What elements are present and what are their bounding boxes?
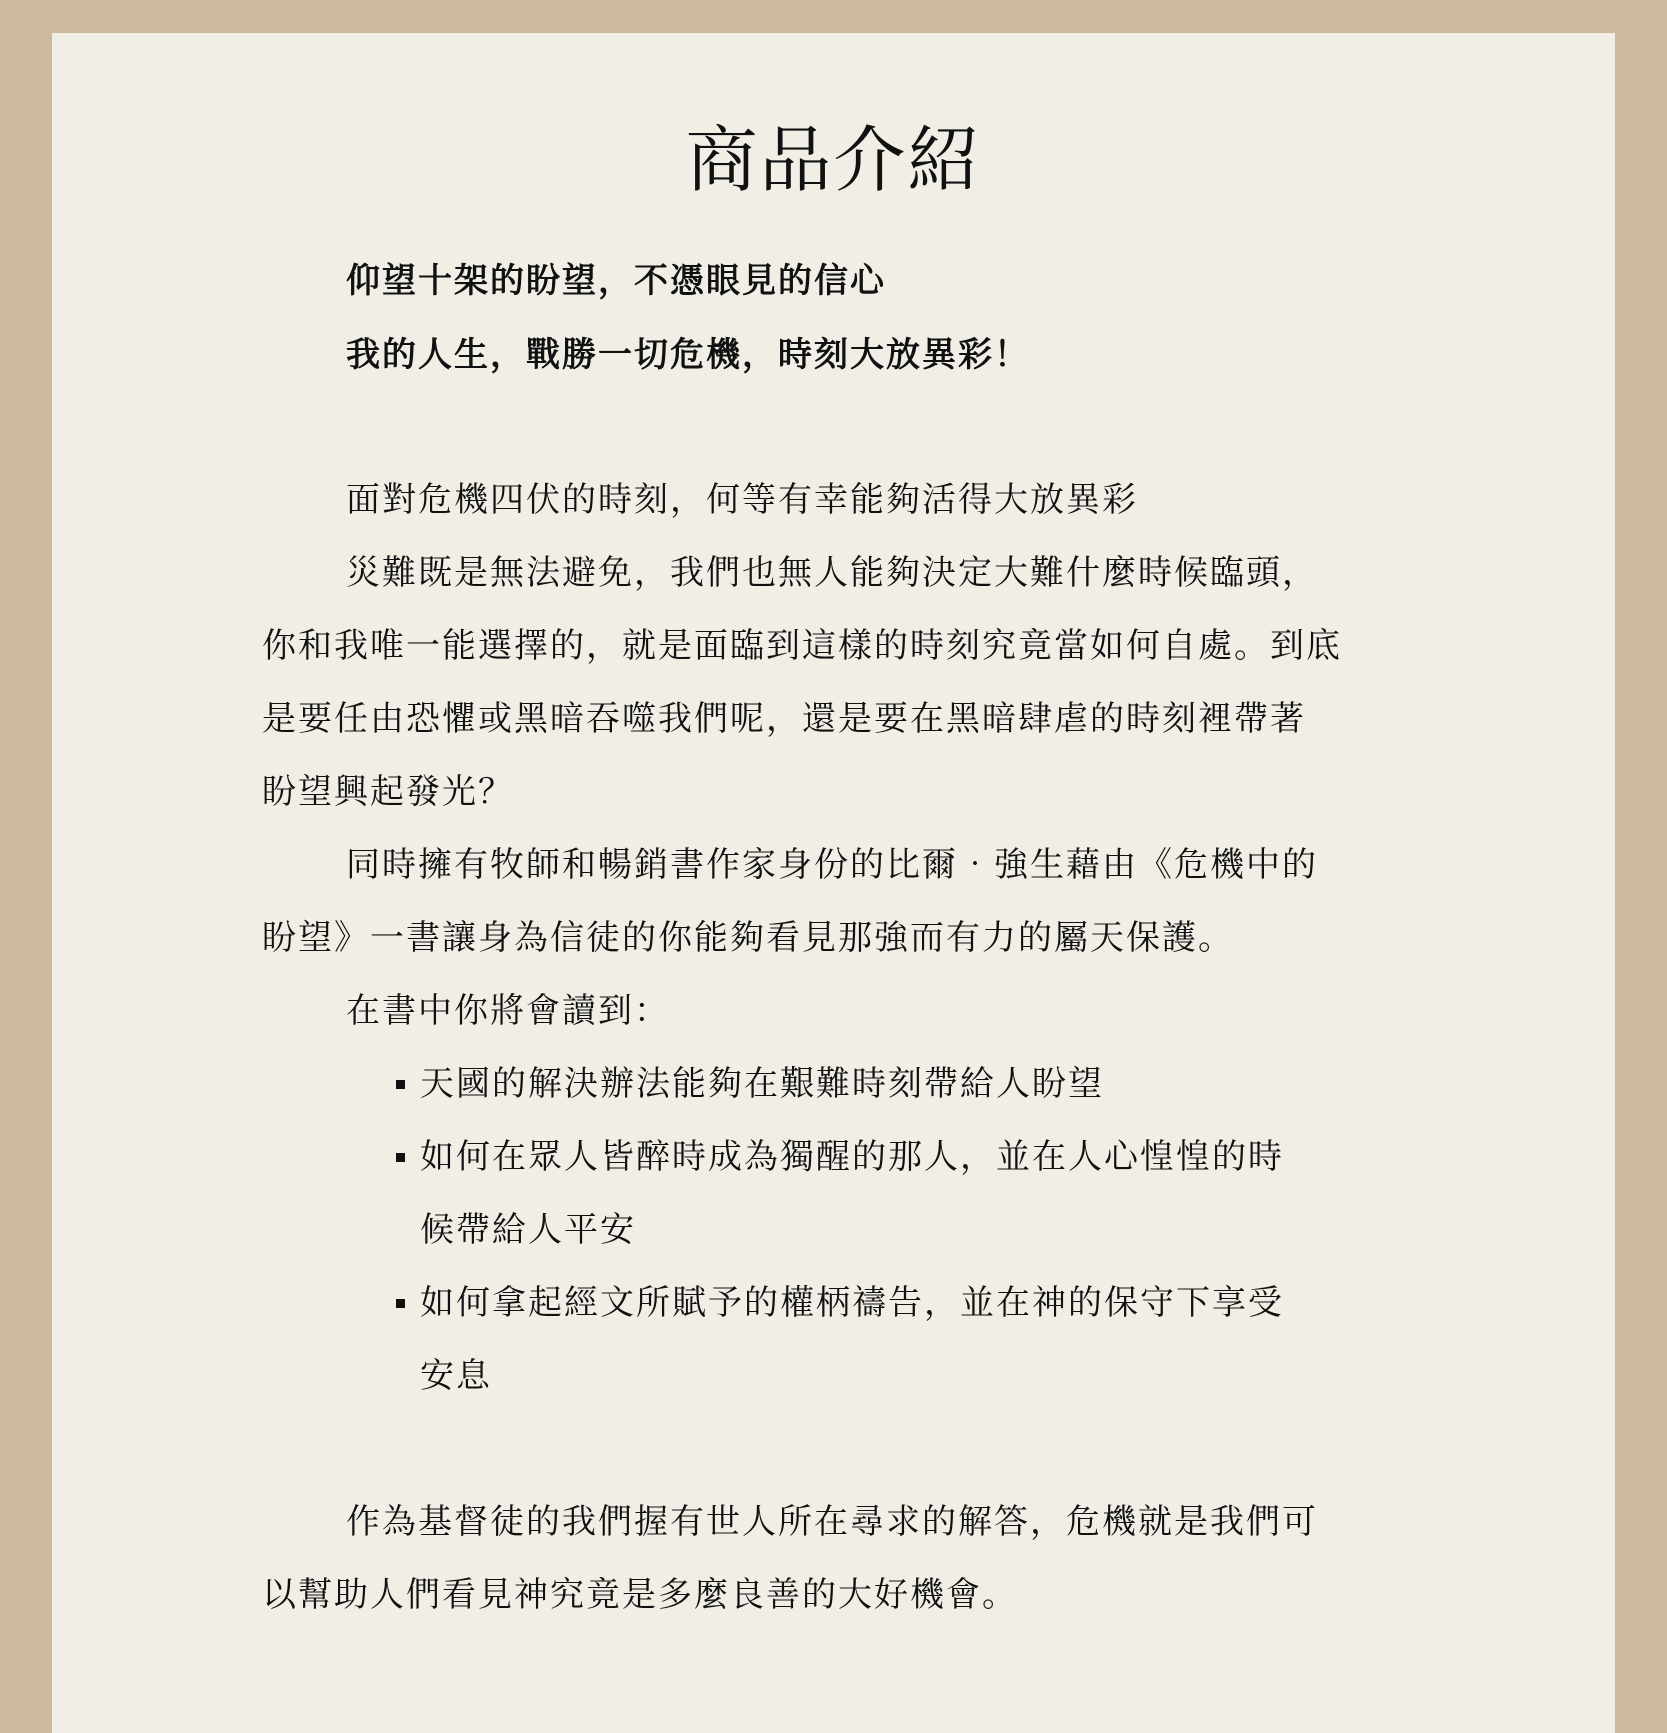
- bullet-item-3-line-1: 如何拿起經文所賦予的權柄禱告，並在神的保守下享受: [420, 1283, 1284, 1323]
- bullet-square-icon: [396, 1299, 405, 1308]
- bullet-item-2-line-2: 候帶給人平安: [420, 1210, 636, 1250]
- paragraph1-line-3: 是要任由恐懼或黑暗吞噬我們呢，還是要在黑暗肆虐的時刻裡帶著: [262, 699, 1306, 739]
- list-intro: 在書中你將會讀到：: [346, 991, 670, 1031]
- tagline-line-1: 仰望十架的盼望，不憑眼見的信心: [346, 261, 886, 301]
- bullet-item-3-line-2: 安息: [420, 1356, 492, 1396]
- bullet-square-icon: [396, 1153, 405, 1162]
- bullet-square-icon: [396, 1080, 405, 1089]
- bullet-item-2-line-1: 如何在眾人皆醉時成為獨醒的那人，並在人心惶惶的時: [420, 1137, 1284, 1177]
- closing-line-2: 以幫助人們看見神究竟是多麼良善的大好機會。: [262, 1575, 1018, 1615]
- product-description-panel: [52, 33, 1615, 1733]
- paragraph1-line-2: 你和我唯一能選擇的，就是面臨到這樣的時刻究竟當如何自處。到底: [262, 626, 1342, 666]
- paragraph2-line-1: 同時擁有牧師和暢銷書作家身份的比爾‧強生藉由《危機中的: [346, 845, 1318, 885]
- paragraph2-line-2: 盼望》一書讓身為信徒的你能夠看見那強而有力的屬天保護。: [262, 918, 1234, 958]
- paragraph1-line-4: 盼望興起發光？: [262, 772, 514, 812]
- bullet-item-1-line-1: 天國的解決辦法能夠在艱難時刻帶給人盼望: [420, 1064, 1104, 1104]
- page-title: 商品介紹: [685, 118, 982, 202]
- closing-line-1: 作為基督徒的我們握有世人所在尋求的解答，危機就是我們可: [346, 1502, 1318, 1542]
- tagline-line-2: 我的人生，戰勝一切危機，時刻大放異彩！: [346, 335, 1030, 375]
- intro-lead: 面對危機四伏的時刻，何等有幸能夠活得大放異彩: [346, 480, 1138, 520]
- paragraph1-line-1: 災難既是無法避免，我們也無人能夠決定大難什麼時候臨頭，: [346, 553, 1318, 593]
